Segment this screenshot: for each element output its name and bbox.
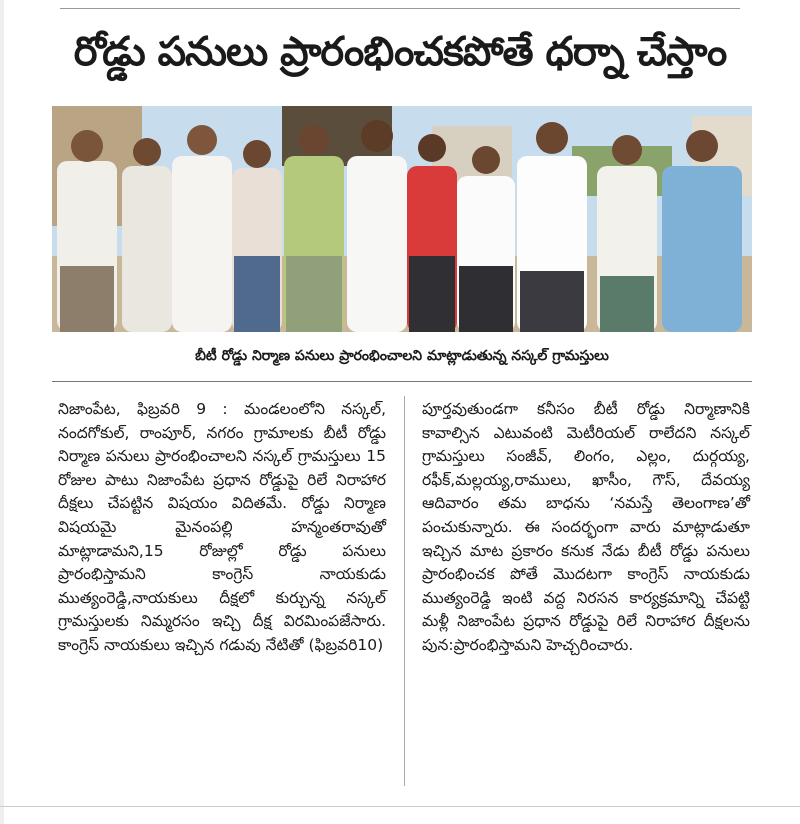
column-divider [404,396,405,786]
article-column-1: నిజాంపేట, ఫిబ్రవరి 9 : మండలంలోని నస్కల్, నందగోకుల్, రాంపూర్, నగరం గ్రామాలకు బీటీ రోడ్డు నిర్మాణ పనులు ప్రారంభించాలని నస్కల్ గ్రామస్తులు 15 రోజుల పాటు నిజాంపేట ప్రధాన రోడ్డుపై రిలే నిరాహార దీక్షలు చేపట్టిన విషయం విదితమే. రోడ్డు నిర్మాణ విషయమై మైనంపల్లి హన్మంతరావుతో మాట్లాడామని,15 రోజుల్లో రోడ్డు పనులు ప్రారంభిస్తామని కాంగ్రెస్ నాయకుడు ముత్యంరెడ్డి,నాయకులు దీక్షలో కుర్చున్న నస్కల్ గ్రామస్తులకు నిమ్మరసం ఇచ్చి దీక్ష విరమింపజేసారు. కాంగ్రెస్ నాయకులు ఇచ్చిన గడువు నేటితో (ఫిబ్రవరి10) [58,400,386,654]
caption-rule [52,381,752,382]
bottom-rule [0,806,800,807]
news-photo [52,106,752,332]
headline: రోడ్డు పనులు ప్రారంభించకపోతే ధర్నా చేస్తాం [73,29,727,75]
top-rule [60,8,740,9]
article-column-2: పూర్తవుతుండగా కనీసం బీటీ రోడ్డు నిర్మాణానికి కావాల్సిన ఎటువంటి మెటీరియల్ రాలేదని నస్కల్ గ్రామస్తులు సంజీవ్, లింగం, ఎల్లం, దుర్గయ్య, రఫీక్,మల్లయ్య,రాములు, ఖాసీం, గౌస్, దేవయ్య ఆదివారం తమ బాధను ‘నమస్తే తెలంగాణ’తో పంచుకున్నారు. ఈ సందర్భంగా వారు మాట్లాడుతూ ఇచ్చిన మాట ప్రకారం కనుక నేడు బీటీ రోడ్డు పనులు ప్రారంభించక పోతే మొదటగా కాంగ్రెస్ నాయకుడు ముత్యంరెడ్డి ఇంటి వద్ద నిరసన కార్యక్రమాన్ని చేపట్టి మళ్లీ నిజాంపేట ప్రధాన రోడ్డుపై రిలే నిరాహార దీక్షలను పున:ప్రారంభిస్తామని హెచ్చరించారు. [422,400,750,654]
page-edge [0,0,4,824]
photo-caption: బీటీ రోడ్డు నిర్మాణ పనులు ప్రారంభించాలని మాట్లాడుతున్న నస్కల్ గ్రామస్తులు [195,348,609,364]
